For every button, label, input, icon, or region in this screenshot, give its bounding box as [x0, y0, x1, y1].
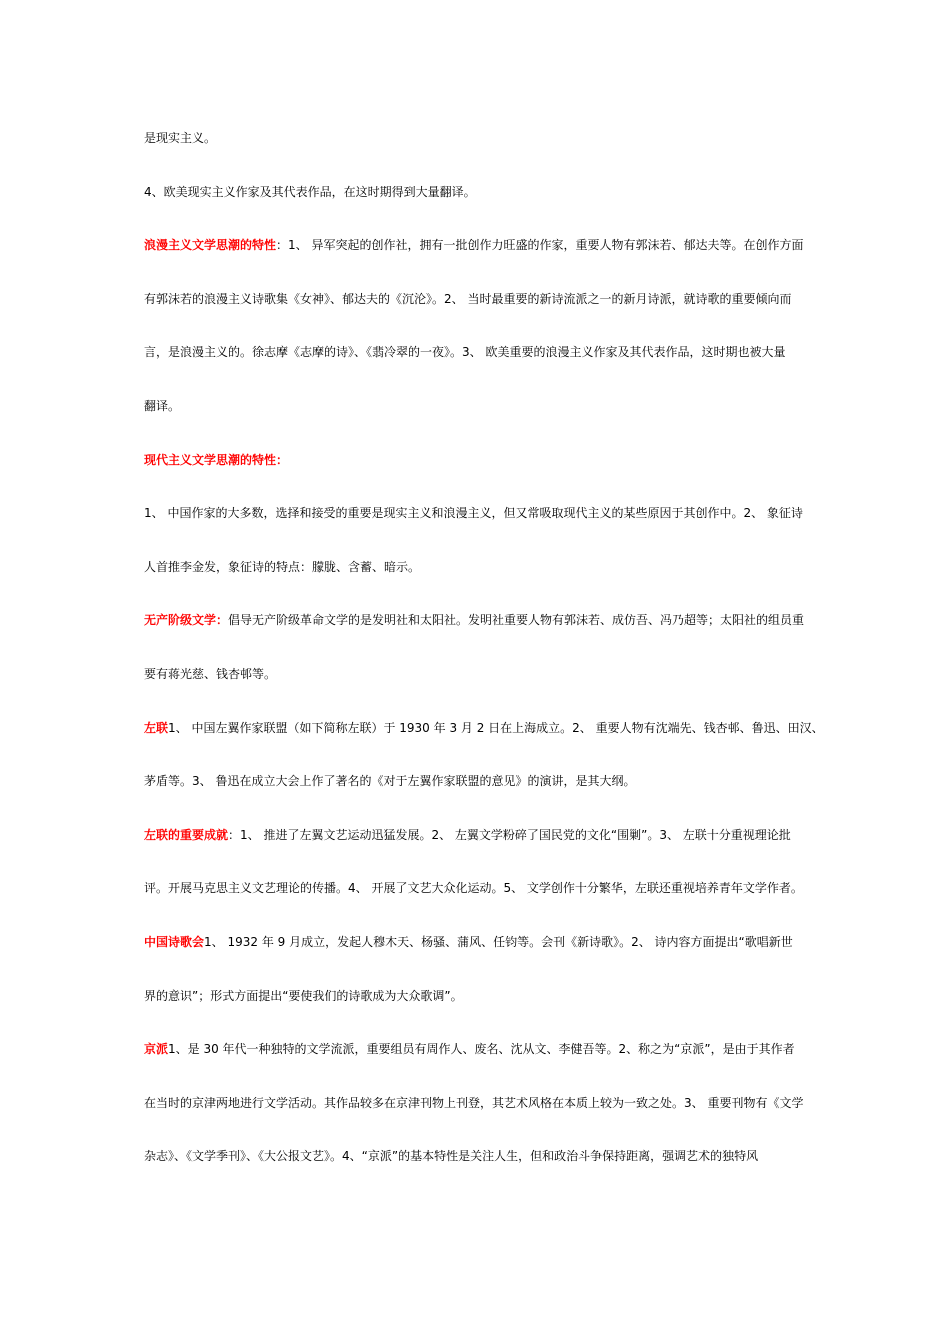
section-heading: 浪漫主义文学思潮的特性 — [144, 238, 277, 253]
text-line — [144, 1130, 812, 1184]
paragraph-text: ：1、 推进了左翼文艺运动迅猛发展。2、 左翼文学粉碎了国民党的文化“围剿”。3、 左联十分重视理论批 — [228, 827, 791, 842]
paragraph-text: 翻译。 — [144, 398, 181, 413]
paragraph-text: 1、是 30 年代一种独特的文学流派，重要组员有周作人、废名、沈从文、李健吾等。2、称之为“京派”，是由于其作者 — [168, 1042, 795, 1057]
text-line — [144, 594, 812, 648]
text-line — [144, 166, 812, 220]
paragraph-text: 1、 中国作家的大多数，选择和接受的重要是现实主义和浪漫主义，但又常吸取现代主义的某些原因于其创作中。2、 象征诗 — [144, 506, 803, 521]
text-line — [144, 434, 812, 488]
text-line — [144, 326, 812, 380]
paragraph-text: 在当时的京津两地进行文学活动。其作品较多在京津刊物上刊登，其艺术风格在本质上较为一致之处。3、 重要刊物有《文学 — [144, 1095, 804, 1110]
paragraph-text: 有郭沫若的浪漫主义诗歌集《女神》、郁达夫的《沉沦》。2、 当时最重要的新诗流派之一的新月诗派，就诗歌的重要倾向而 — [144, 291, 792, 306]
paragraph-text: 1、 中国左翼作家联盟（如下简称左联）于 1930 年 3 月 2 日在上海成立。2、 重要人物有沈端先、钱杏邨、鲁迅、田汉、 — [168, 720, 824, 735]
paragraph-text: 人首推李金发，象征诗的特点：朦胧、含蓄、暗示。 — [144, 559, 421, 574]
text-line — [144, 1077, 812, 1131]
paragraph-text: 倡导无产阶级革命文学的是发明社和太阳社。发明社重要人物有郭沫若、成仿吾、冯乃超等；太阳社的组员重 — [228, 613, 805, 628]
text-line — [144, 809, 812, 863]
document-body — [144, 112, 824, 1184]
text-line — [144, 916, 812, 970]
section-heading: 无产阶级文学： — [144, 613, 229, 628]
text-line — [144, 862, 812, 916]
text-line — [144, 648, 812, 702]
section-heading: 左联的重要成就 — [144, 827, 229, 842]
paragraph-text: 茅盾等。3、 鲁迅在成立大会上作了著名的《对于左翼作家联盟的意见》的演讲，是其大纲。 — [144, 774, 636, 789]
text-line — [144, 541, 812, 595]
paragraph-text: 评。开展马克思主义文艺理论的传播。4、 开展了文艺大众化运动。5、 文学创作十分繁华，左联还重视培养青年文学作者。 — [144, 881, 803, 896]
paragraph-text: 界的意识”；形式方面提出“要使我们的诗歌成为大众歌调”。 — [144, 988, 463, 1003]
text-line — [144, 970, 812, 1024]
text-line — [144, 487, 812, 541]
text-line — [144, 112, 812, 166]
section-heading: 左联 — [144, 720, 169, 735]
paragraph-text: 是现实主义。 — [144, 131, 217, 145]
text-line — [144, 1023, 812, 1077]
paragraph-text: 4、欧美现实主义作家及其代表作品，在这时期得到大量翻译。 — [144, 184, 476, 199]
text-line — [144, 380, 812, 434]
text-line — [144, 755, 812, 809]
paragraph-text: ：1、 异军突起的创作社，拥有一批创作力旺盛的作家，重要人物有郭沫若、郁达夫等。在创作方面 — [276, 238, 804, 253]
section-heading: 现代主义文学思潮的特性： — [144, 452, 289, 467]
section-heading: 京派 — [144, 1042, 169, 1057]
section-heading: 中国诗歌会 — [144, 934, 205, 949]
text-line — [144, 273, 812, 327]
paragraph-text: 言，是浪漫主义的。徐志摩《志摩的诗》、《翡冷翠的一夜》。3、 欧美重要的浪漫主义作家及其代表作品，这时期也被大量 — [144, 345, 786, 360]
paragraph-text: 杂志》、《文学季刊》、《大公报文艺》。4、“京派”的基本特性是关注人生，但和政治斗争保持距离，强调艺术的独特风 — [144, 1149, 759, 1164]
text-line — [144, 702, 824, 756]
paragraph-text: 1、 1932 年 9 月成立，发起人穆木天、杨骚、蒲风、任钧等。会刊《新诗歌》。2、 诗内容方面提出“歌唱新世 — [204, 934, 793, 949]
text-line — [144, 219, 812, 273]
paragraph-text: 要有蒋光慈、钱杏邨等。 — [144, 666, 277, 681]
